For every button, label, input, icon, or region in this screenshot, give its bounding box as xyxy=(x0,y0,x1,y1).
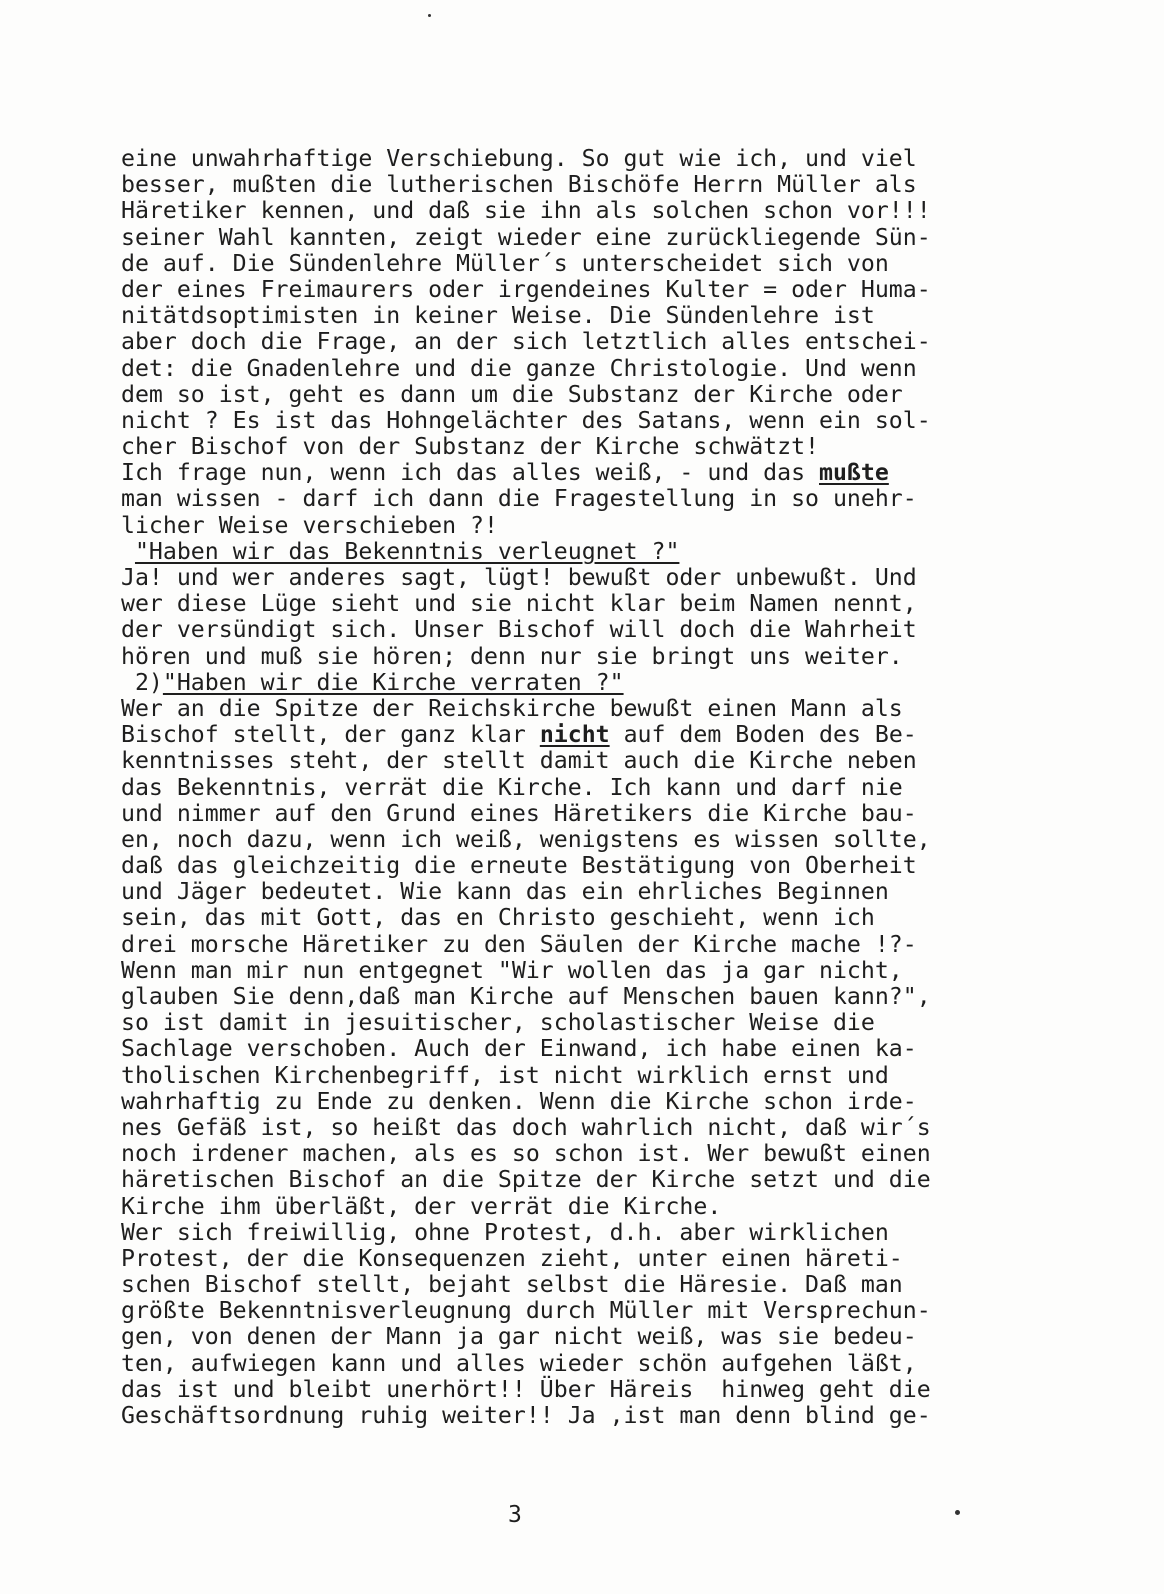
text-line xyxy=(121,1167,1001,1193)
text-segment: de auf. Die Sündenlehre Müller´s unterscheidet sich von xyxy=(121,249,889,277)
text-segment: drei morsche Häretiker zu den Säulen der Kirche mache !?- xyxy=(121,930,917,958)
text-segment: Geschäftsordnung ruhig weiter!! Ja ,ist man denn blind ge- xyxy=(121,1402,931,1429)
text-line xyxy=(121,748,1001,774)
text-line xyxy=(121,879,1001,905)
text-segment: Ich frage nun, wenn ich das alles weiß, - und das xyxy=(121,459,820,487)
text-line xyxy=(121,146,1001,172)
text-segment: wer diese Lüge sieht und sie nicht klar beim Namen nennt, xyxy=(121,590,917,618)
emphasized-text: "Haben wir die Kirche verraten ?" xyxy=(162,668,624,696)
text-segment: Protest, der die Konsequenzen zieht, unter einen häreti- xyxy=(121,1244,903,1272)
text-line xyxy=(121,434,1001,460)
text-segment: Wenn man mir nun entgegnet "Wir wollen das ja gar nicht, xyxy=(121,956,903,984)
text-line xyxy=(121,1036,1001,1062)
text-segment: aber doch die Frage, an der sich letztlich alles entschei- xyxy=(121,328,931,356)
text-segment: eine unwahrhaftige Verschiebung. So gut wie ich, und viel xyxy=(121,145,917,172)
body-text xyxy=(121,146,1001,1429)
text-line xyxy=(121,329,1001,355)
text-line xyxy=(121,1298,1001,1324)
text-line xyxy=(121,905,1001,931)
text-segment: licher Weise verschieben ?! xyxy=(121,511,498,539)
text-segment: noch irdener machen, als es so schon ist. Wer bewußt einen xyxy=(121,1140,931,1168)
text-line xyxy=(121,722,1001,748)
text-line xyxy=(121,801,1001,827)
text-segment: wahrhaftig zu Ende zu denken. Wenn die Kirche schon irde- xyxy=(121,1087,917,1115)
text-line xyxy=(121,382,1001,408)
page-number: 3 xyxy=(508,1502,522,1528)
text-line xyxy=(121,1089,1001,1115)
text-segment: seiner Wahl kannten, zeigt wieder eine zurückliegende Sün- xyxy=(121,223,931,251)
text-line xyxy=(121,958,1001,984)
text-line xyxy=(121,225,1001,251)
text-line xyxy=(121,1010,1001,1036)
text-line xyxy=(121,1115,1001,1141)
text-line xyxy=(121,460,1001,486)
text-line xyxy=(121,1272,1001,1298)
text-segment: dem so ist, geht es dann um die Substanz der Kirche oder xyxy=(121,380,903,408)
text-segment: so ist damit in jesuitischer, scholastischer Weise die xyxy=(121,1009,875,1037)
text-segment: der eines Freimaurers oder irgendeines Kulter = oder Huma- xyxy=(121,275,931,303)
text-segment: man wissen - darf ich dann die Fragestellung in so unehr- xyxy=(121,485,917,513)
scan-speck xyxy=(428,14,431,17)
text-segment: Sachlage verschoben. Auch der Einwand, ich habe einen ka- xyxy=(121,1035,917,1063)
text-line xyxy=(121,303,1001,329)
text-line xyxy=(121,539,1001,565)
text-line xyxy=(121,1377,1001,1403)
text-segment: nes Gefäß ist, so heißt das doch wahrlich nicht, daß wir´s xyxy=(121,1113,931,1141)
text-line xyxy=(121,198,1001,224)
text-segment: 2) xyxy=(121,668,163,696)
text-line xyxy=(121,1351,1001,1377)
scan-speck xyxy=(955,1510,960,1515)
emphasized-text: nicht xyxy=(539,721,610,749)
text-segment: nitätdsoptimisten in keiner Weise. Die Sündenlehre ist xyxy=(121,302,875,330)
text-line xyxy=(121,251,1001,277)
text-line xyxy=(121,565,1001,591)
text-line xyxy=(121,853,1001,879)
text-segment: schen Bischof stellt, bejaht selbst die Häresie. Daß man xyxy=(121,1271,903,1299)
text-line xyxy=(121,696,1001,722)
text-line xyxy=(121,1246,1001,1272)
text-line xyxy=(121,1324,1001,1350)
text-line xyxy=(121,932,1001,958)
text-segment: größte Bekenntnisverleugnung durch Müller mit Versprechun- xyxy=(121,1297,931,1325)
text-line xyxy=(121,1220,1001,1246)
text-line xyxy=(121,827,1001,853)
text-segment: en, noch dazu, wenn ich weiß, wenigstens es wissen sollte, xyxy=(121,825,931,853)
text-segment: das ist und bleibt unerhört!! Über Häreis hinweg geht die xyxy=(121,1375,931,1403)
text-segment: Häretiker kennen, und daß sie ihn als solchen schon vor!!! xyxy=(121,197,931,225)
text-line xyxy=(121,644,1001,670)
text-segment: und nimmer auf den Grund eines Häretikers die Kirche bau- xyxy=(121,799,917,827)
text-segment: hören und muß sie hören; denn nur sie bringt uns weiter. xyxy=(121,642,903,670)
text-segment: Bischof stellt, der ganz klar xyxy=(121,721,540,749)
text-segment: kenntnisses steht, der stellt damit auch die Kirche neben xyxy=(121,747,917,775)
text-line xyxy=(121,591,1001,617)
text-segment: nicht ? Es ist das Hohngelächter des Satans, wenn ein sol- xyxy=(121,406,931,434)
text-line xyxy=(121,277,1001,303)
text-segment: Wer sich freiwillig, ohne Protest, d.h. aber wirklichen xyxy=(121,1218,889,1246)
text-line xyxy=(121,984,1001,1010)
text-line xyxy=(121,1194,1001,1220)
text-segment: sein, das mit Gott, das en Christo geschieht, wenn ich xyxy=(121,904,875,932)
text-segment xyxy=(121,538,135,565)
text-line xyxy=(121,408,1001,434)
text-line xyxy=(121,670,1001,696)
emphasized-text: mußte xyxy=(819,459,889,487)
text-line xyxy=(121,775,1001,801)
text-line xyxy=(121,1141,1001,1167)
emphasized-text: "Haben wir das Bekenntnis verleugnet ?" xyxy=(134,537,680,565)
text-segment: tholischen Kirchenbegriff, ist nicht wirklich ernst und xyxy=(121,1061,889,1089)
text-line xyxy=(121,1403,1001,1429)
text-segment: der versündigt sich. Unser Bischof will doch die Wahrheit xyxy=(121,616,917,644)
text-segment: Wer an die Spitze der Reichskirche bewußt einen Mann als xyxy=(121,694,903,722)
text-segment: daß das gleichzeitig die erneute Bestätigung von Oberheit xyxy=(121,852,917,880)
text-line xyxy=(121,617,1001,643)
text-line xyxy=(121,1063,1001,1089)
text-segment: das Bekenntnis, verrät die Kirche. Ich kann und darf nie xyxy=(121,773,903,801)
text-segment: ten, aufwiegen kann und alles wieder schön aufgehen läßt, xyxy=(121,1349,917,1377)
text-line xyxy=(121,356,1001,382)
text-segment: und Jäger bedeutet. Wie kann das ein ehrliches Beginnen xyxy=(121,878,889,906)
text-line xyxy=(121,486,1001,512)
text-segment: auf dem Boden des Be- xyxy=(609,721,917,749)
text-line xyxy=(121,513,1001,539)
text-segment: det: die Gnadenlehre und die ganze Christologie. Und wenn xyxy=(121,354,917,382)
text-segment: Ja! und wer anderes sagt, lügt! bewußt oder unbewußt. Und xyxy=(121,564,917,591)
text-segment: Kirche ihm überläßt, der verrät die Kirche. xyxy=(121,1192,722,1220)
text-segment: cher Bischof von der Substanz der Kirche schwätzt! xyxy=(121,433,820,461)
text-segment: besser, mußten die lutherischen Bischöfe Herrn Müller als xyxy=(121,171,917,199)
text-segment: gen, von denen der Mann ja gar nicht weiß, was sie bedeu- xyxy=(121,1323,917,1351)
text-line xyxy=(121,172,1001,198)
text-segment: häretischen Bischof an die Spitze der Kirche setzt und die xyxy=(121,1166,931,1194)
text-segment: glauben Sie denn,daß man Kirche auf Menschen bauen kann?", xyxy=(121,983,931,1010)
